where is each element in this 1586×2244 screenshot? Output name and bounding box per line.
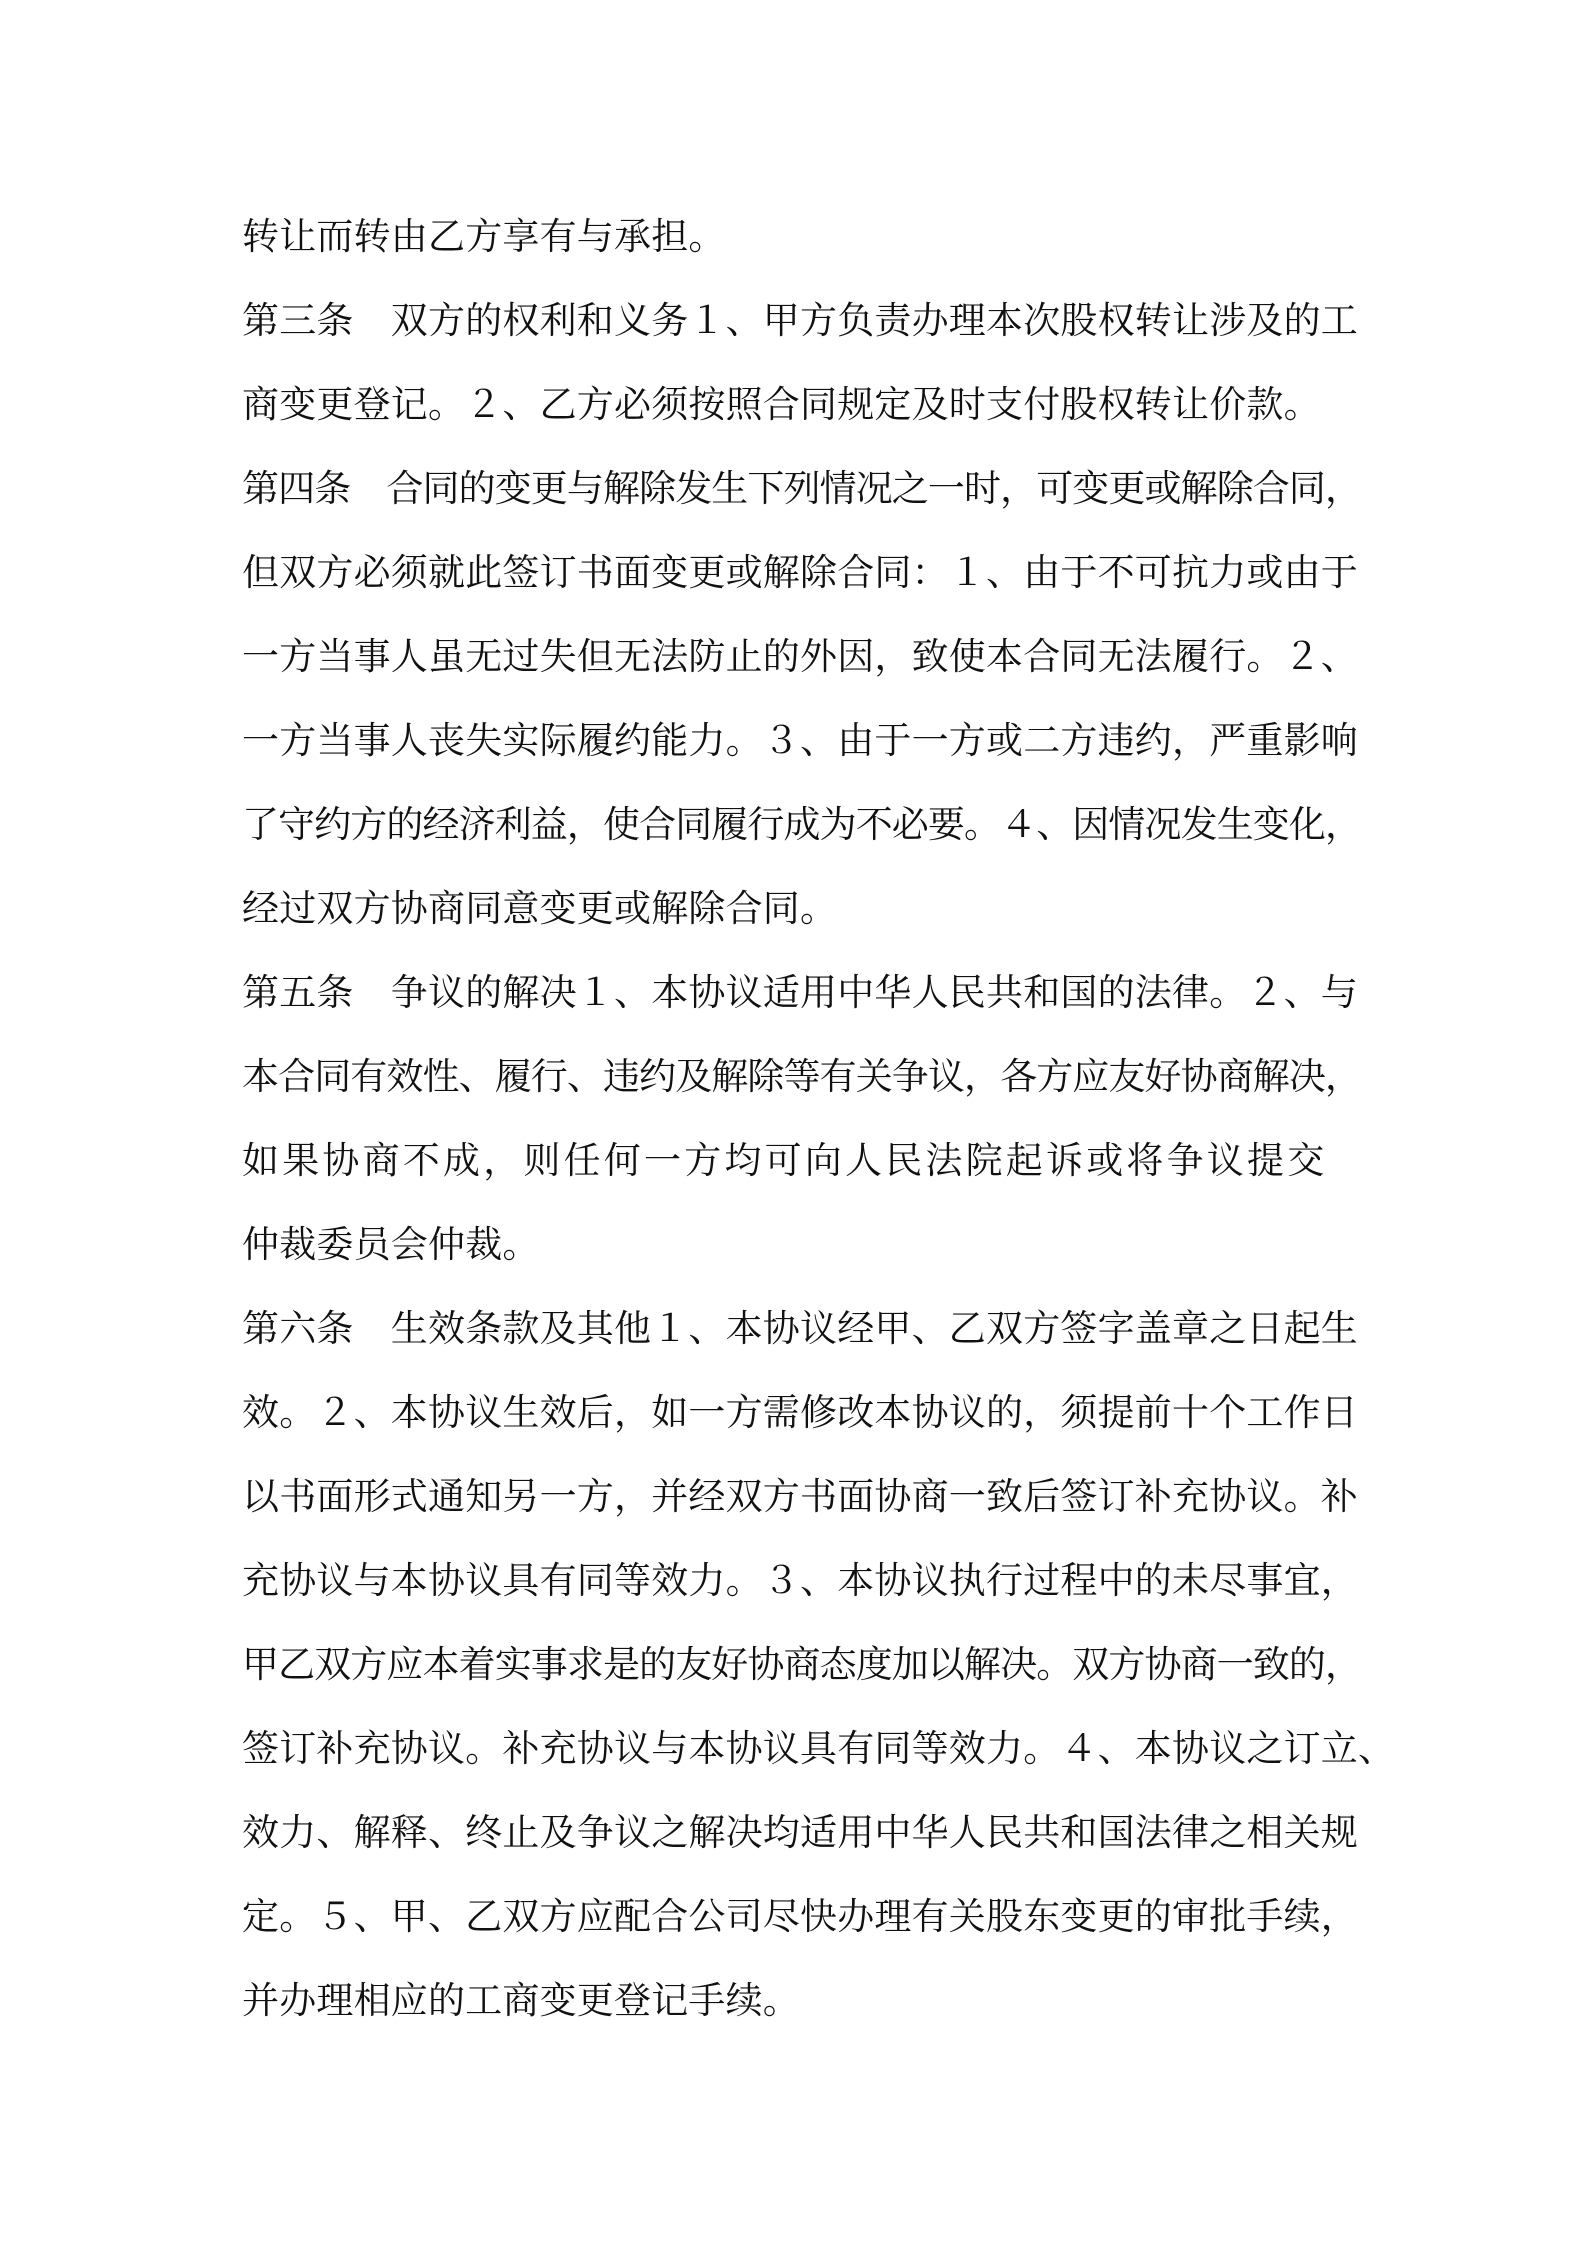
text-line: 如果协商不成，则任何一方均可向人民法院起诉或将争议提交 xyxy=(242,1139,1328,1182)
text-line: 签订补充协议。补充协议与本协议具有同等效力。４、本协议之订立、 xyxy=(242,1727,1396,1770)
text-line: 以书面形式通知另一方，并经双方书面协商一致后签订补充协议。补 xyxy=(242,1475,1358,1518)
text-line: 效。２、本协议生效后，如一方需修改本协议的，须提前十个工作日 xyxy=(242,1391,1358,1434)
text-line: 商变更登记。２、乙方必须按照合同规定及时支付股权转让价款。 xyxy=(242,383,1321,426)
article-5-heading-line: 第五条 争议的解决１、本协议适用中华人民共和国的法律。２、与 xyxy=(242,971,1358,1014)
document-page xyxy=(242,195,1396,2043)
text-line: 仲裁委员会仲裁。 xyxy=(242,1223,540,1266)
text-line: 一方当事人虽无过失但无法防止的外因，致使本合同无法履行。２、 xyxy=(242,635,1358,678)
article-4-heading-line: 第四条 合同的变更与解除发生下列情况之一时，可变更或解除合同， xyxy=(242,467,1362,510)
text-line: 定。５、甲、乙双方应配合公司尽快办理有关股东变更的审批手续， xyxy=(242,1895,1358,1938)
text-line: 了守约方的经济利益，使合同履行成为不必要。４、因情况发生变化， xyxy=(242,803,1362,846)
text-line: 充协议与本协议具有同等效力。３、本协议执行过程中的未尽事宜， xyxy=(242,1559,1358,1602)
text-line: 甲乙双方应本着实事求是的友好协商态度加以解决。双方协商一致的， xyxy=(242,1643,1362,1686)
text-line: 效力、解释、终止及争议之解决均适用中华人民共和国法律之相关规 xyxy=(242,1811,1358,1854)
text-line: 转让而转由乙方享有与承担。 xyxy=(242,215,726,258)
text-line: 一方当事人丧失实际履约能力。３、由于一方或二方违约，严重影响 xyxy=(242,719,1358,762)
text-line: 并办理相应的工商变更登记手续。 xyxy=(242,1979,800,2022)
article-6-heading-line: 第六条 生效条款及其他１、本协议经甲、乙双方签字盖章之日起生 xyxy=(242,1307,1358,1350)
article-3-heading-line: 第三条 双方的权利和义务１、甲方负责办理本次股权转让涉及的工 xyxy=(242,299,1358,342)
text-line: 但双方必须就此签订书面变更或解除合同：１、由于不可抗力或由于 xyxy=(242,551,1358,594)
text-line: 本合同有效性、履行、违约及解除等有关争议，各方应友好协商解决， xyxy=(242,1055,1362,1098)
text-line: 经过双方协商同意变更或解除合同。 xyxy=(242,887,838,930)
